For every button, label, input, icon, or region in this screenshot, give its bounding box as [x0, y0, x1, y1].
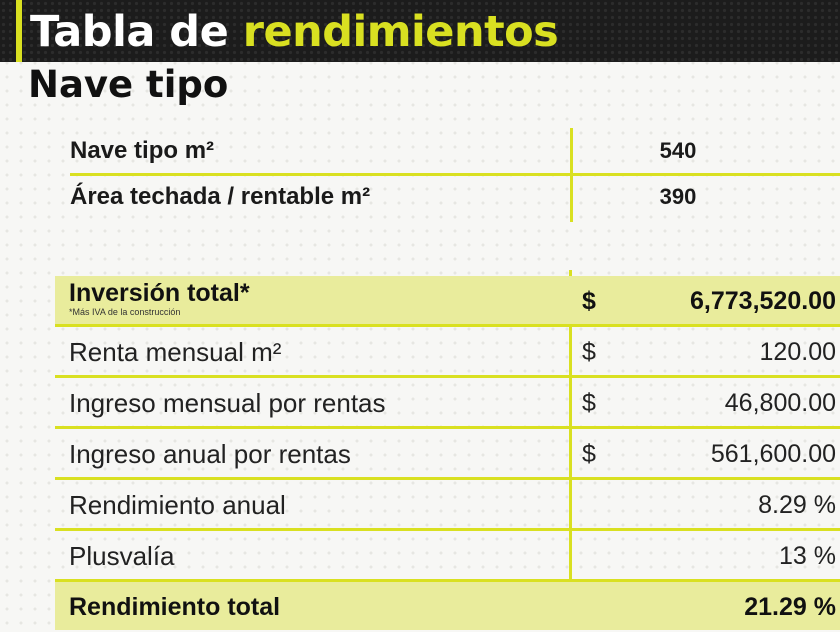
table-row-total-investment — [55, 276, 840, 327]
summary-label: Nave tipo m² — [70, 137, 215, 164]
page-title-part1: Tabla de — [30, 7, 229, 57]
row-amount: 21.29 % — [744, 593, 836, 621]
row-amount: 561,600.00 — [710, 440, 836, 468]
currency-symbol: $ — [582, 440, 596, 468]
header-bar — [0, 0, 840, 62]
summary-table — [70, 128, 840, 220]
row-label: Rendimiento anual — [69, 490, 286, 520]
row-amount: 8.29 % — [758, 491, 836, 519]
table-row — [55, 327, 840, 378]
row-amount: 46,800.00 — [724, 389, 836, 417]
row-label: Plusvalía — [69, 541, 175, 571]
row-label: Ingreso anual por rentas — [69, 439, 351, 469]
performance-table — [55, 276, 840, 630]
row-amount: 13 % — [779, 542, 836, 570]
header-accent-bar — [16, 0, 22, 62]
row-amount: 120.00 — [759, 338, 836, 366]
page-title — [30, 4, 558, 60]
row-label: Ingreso mensual por rentas — [69, 388, 386, 418]
row-label: Renta mensual m² — [69, 337, 282, 367]
table-row — [55, 378, 840, 429]
summary-row — [70, 174, 840, 220]
table-row — [55, 480, 840, 531]
row-amount: 6,773,520.00 — [690, 287, 836, 315]
summary-label: Área techada / rentable m² — [70, 183, 371, 210]
currency-symbol: $ — [582, 338, 596, 366]
row-label: Rendimiento total — [69, 593, 281, 621]
summary-value: 540 — [659, 138, 697, 163]
row-footnote: *Más IVA de la construcción — [69, 307, 181, 317]
table-row — [55, 429, 840, 480]
summary-value: 390 — [659, 184, 697, 209]
summary-row — [70, 128, 840, 174]
currency-symbol: $ — [582, 287, 596, 315]
page-subtitle: Nave tipo — [28, 63, 229, 106]
row-label: Inversión total* — [69, 279, 250, 307]
table-row — [55, 531, 840, 582]
currency-symbol: $ — [582, 389, 596, 417]
table-row-total-yield — [55, 582, 840, 630]
page-title-part2: rendimientos — [242, 7, 559, 57]
